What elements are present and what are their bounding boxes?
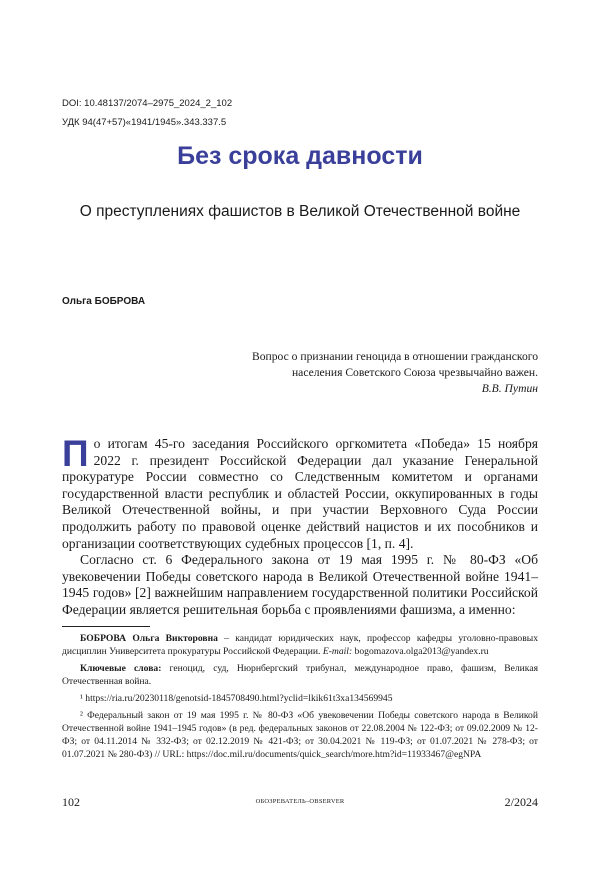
article-subtitle: О преступлениях фашистов в Великой Отечественной войне: [79, 203, 521, 220]
footnotes: [62, 632, 538, 765]
body-paragraph-1: [62, 433, 538, 552]
doi-line: DOI: 10.48137/2074–2975_2024_2_102: [62, 98, 233, 109]
epigraph: [200, 349, 538, 397]
epigraph-author: В.В. Путин: [481, 382, 538, 395]
keywords-label: Ключевые слова:: [80, 663, 162, 674]
page-number: 102: [62, 795, 80, 809]
article-body: [62, 433, 538, 619]
article-title: Без срока давности: [177, 142, 423, 170]
email-link[interactable]: bogomazova.olga2013@yandex.ru: [352, 646, 489, 657]
journal-name: ОБОЗРЕВАТЕЛЬ–OBSERVER: [255, 798, 345, 805]
footnote-1[interactable]: ¹ https://ria.ru/20230118/genotsid-1845708490.html?yclid=lkik61t3xa134569945: [80, 693, 393, 704]
footnote-2: ² Федеральный закон от 19 мая 1995 г. № 80-ФЗ «Об увековечении Победы советского народа в Великой Отечественной войне 1941–1945 годов» (в ред. федеральных законов от 22.08.2004 № 122-ФЗ; от 09.02.2009 № 12-ФЗ; от 04.11.2014 № 332-ФЗ; от 02.12.2019 № 421-ФЗ; от 30.04.2021 № 119-ФЗ; от 01.07.2021 № 278-ФЗ; от 01.07.2021 № 280-ФЗ) // URL: https://doc.mil.ru/documents/quick_search/more.htm?id=11933467@egNPA: [62, 710, 538, 760]
udk-line: УДК 94(47+57)«1941/1945».343.337.5: [62, 117, 227, 128]
author-note-name: БОБРОВА Ольга Викторовна: [80, 633, 218, 644]
drop-cap: П: [62, 433, 89, 474]
author-note: [62, 632, 538, 658]
author-note-info: – кандидат юридических наук, профессор кафедры уголовно-правовых дисциплин Университета прокуратуры Российской Федерации.: [62, 633, 538, 657]
footnote-divider: [62, 626, 150, 627]
email-label: E-mail:: [322, 646, 353, 657]
epigraph-text: Вопрос о признании геноцида в отношении гражданского населения Советского Союза чрезвычайно важен.: [252, 350, 538, 379]
keywords-note: [62, 662, 538, 688]
body-paragraph-2: Согласно ст. 6 Федерального закона от 19 мая 1995 г. № 80-ФЗ «Об увековечении Победы советского народа в Великой Отечественной войне 1941–1945 годов» [2] важнейшим направлением государственной политики Российской Федерации является решительная борьба с проявлениями фашизма, а именно:: [62, 552, 538, 617]
body-paragraph-1-text: о итогам 45-го заседания Российского оргкомитета «Победа» 15 ноября 2022 г. президент Российской Федерации дал указание Генеральной прокуратуре России совместно со Следственным комитетом и органами государственной власти республик и областей России, оккупированных в годы Великой Отечественной войны, и при участии Верховного Суда России продолжить работу по правовой оценке действий нацистов и их пособников и организации соответствующих судебных процессов [1, п. 4].: [62, 436, 538, 551]
article-author: Ольга БОБРОВА: [62, 296, 146, 307]
keywords-text: геноцид, суд, Нюрнбергский трибунал, международное право, фашизм, Великая Отечественная война.: [62, 663, 538, 687]
issue-number: 2/2024: [504, 795, 538, 809]
